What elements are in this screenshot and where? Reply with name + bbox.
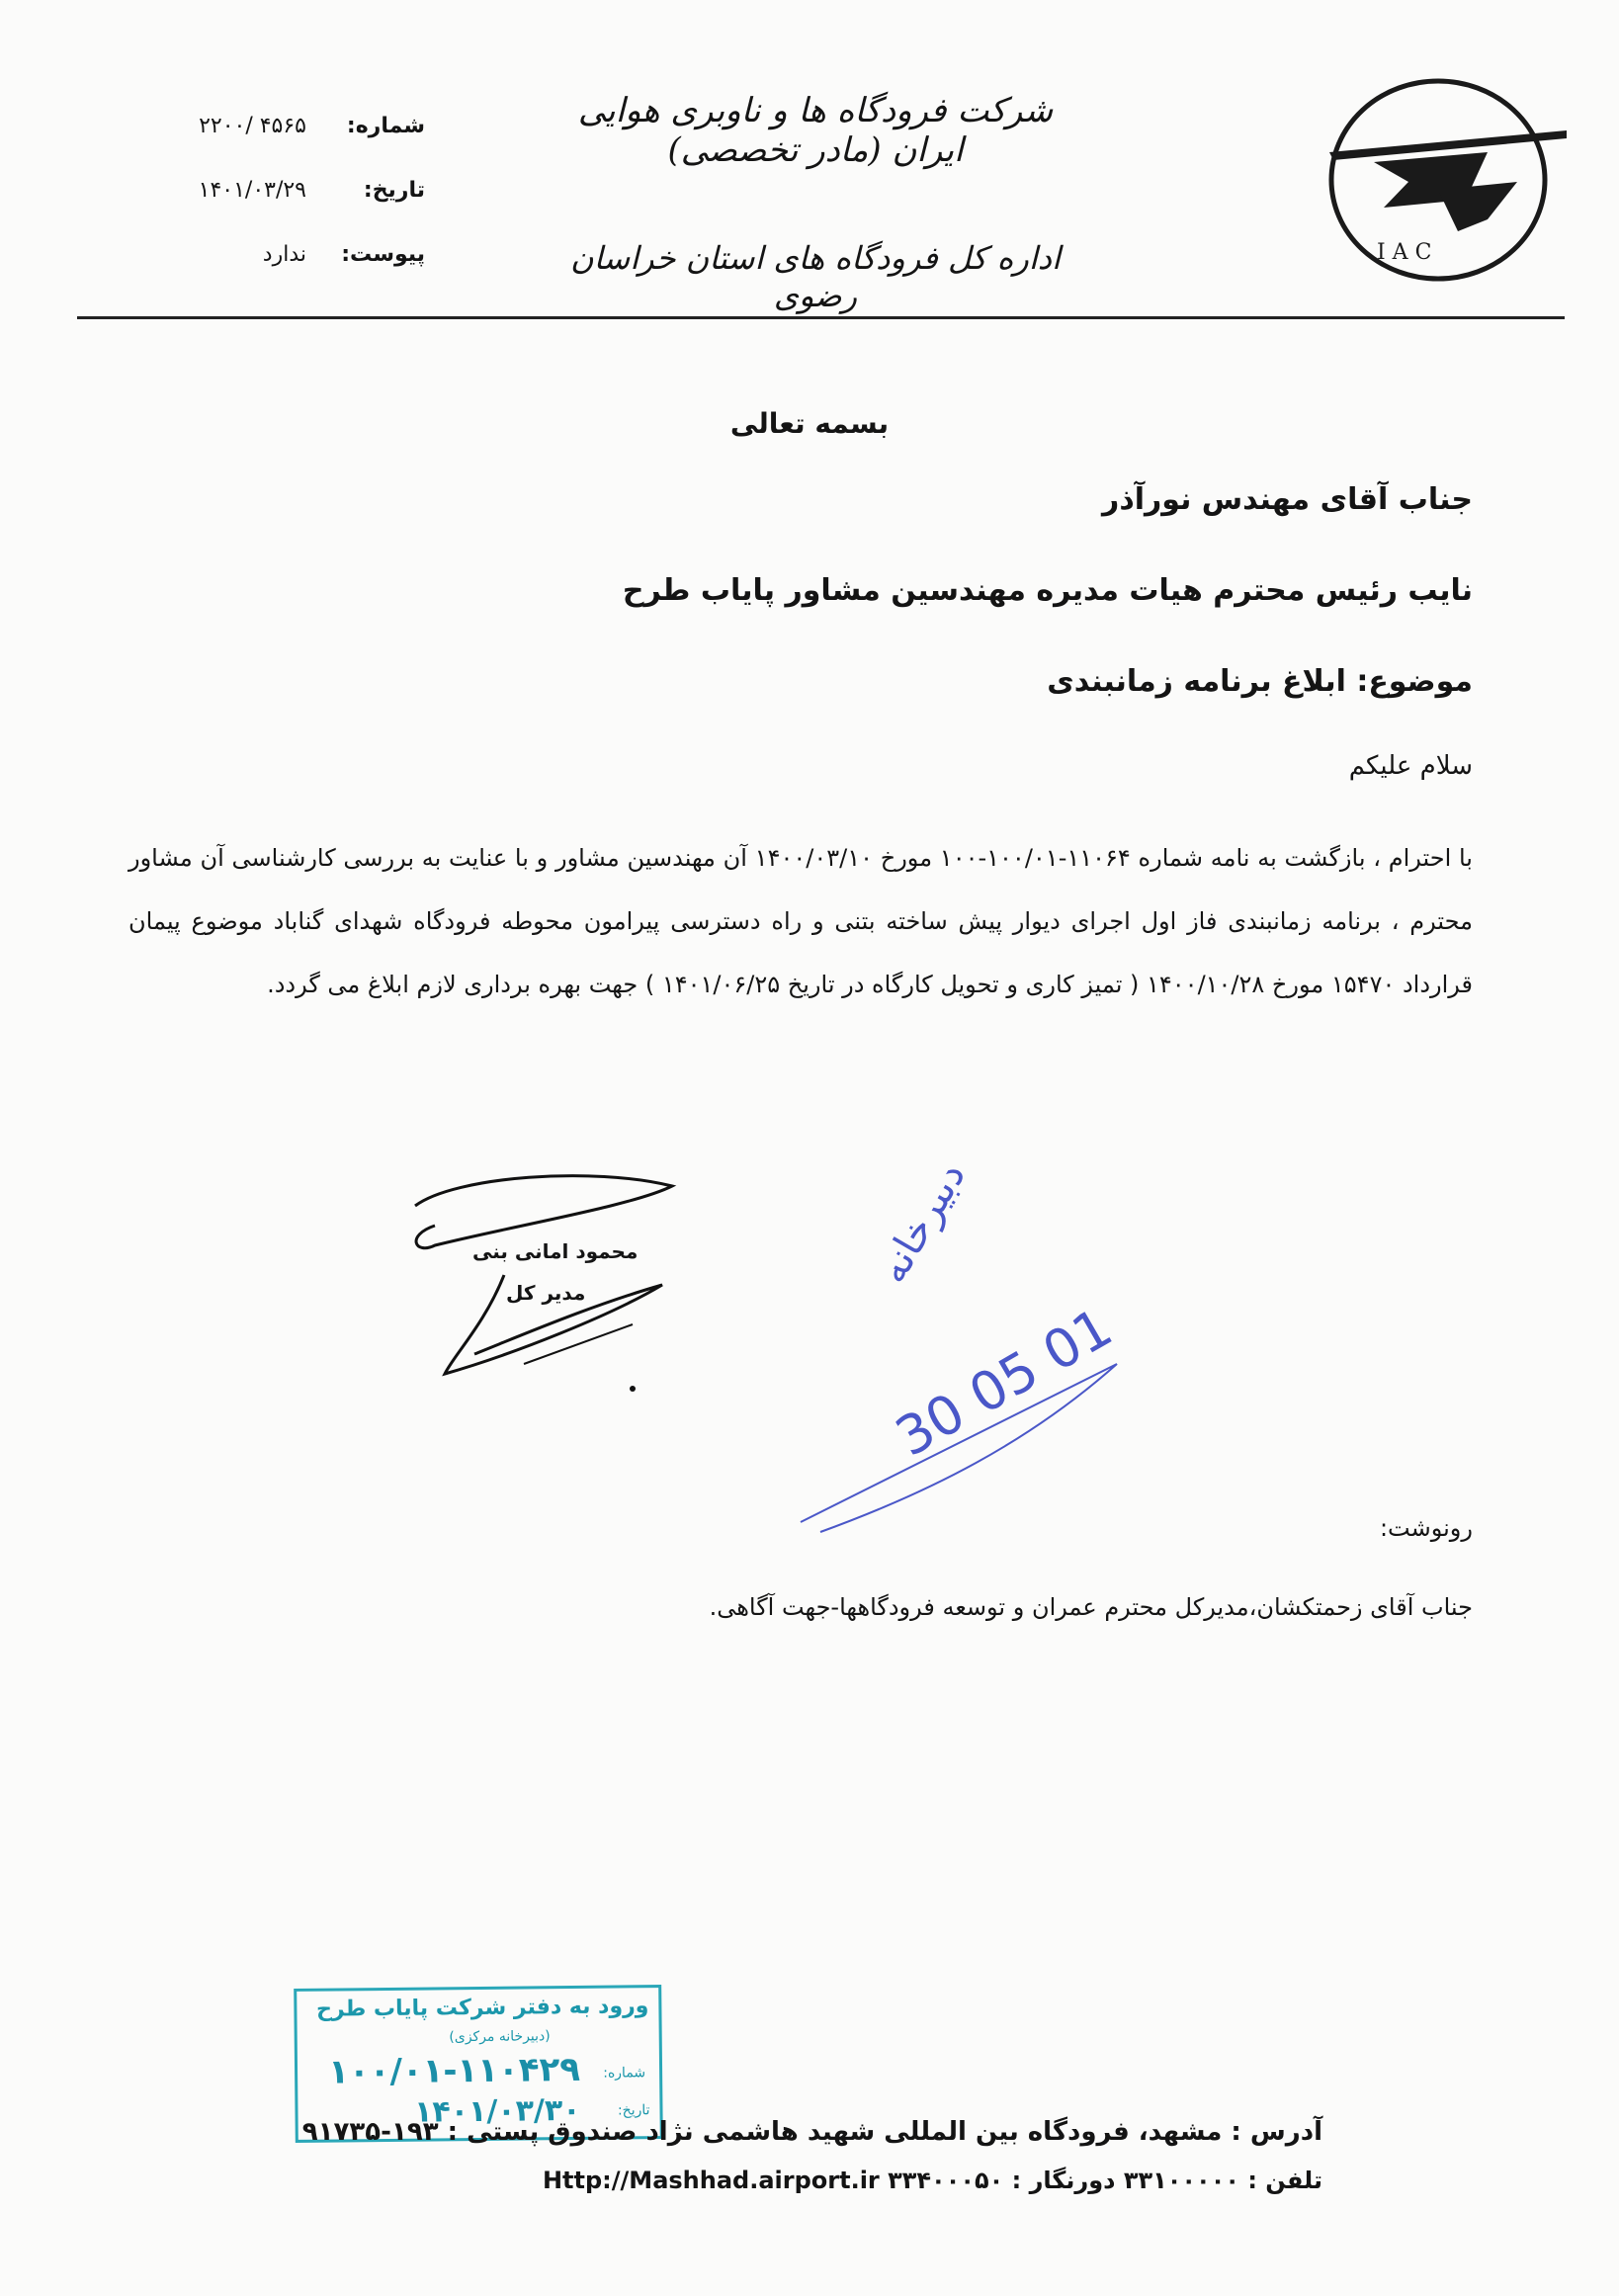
stamp-number-label: شماره: bbox=[603, 2065, 646, 2082]
cc-recipient: جناب آقای زحمتکشان،مدیرکل محترم عمران و توسعه فرودگاهها-جهت آگاهی. bbox=[709, 1593, 1473, 1621]
basmala: بسمه تعالی bbox=[729, 407, 890, 440]
number-label: شماره: bbox=[346, 114, 425, 138]
meta-date-row bbox=[138, 178, 425, 203]
handwritten-word: دبیرخانه bbox=[869, 1154, 975, 1291]
stamp-title: ورود به دفتر شرکت پایاب طرح bbox=[315, 1994, 649, 2022]
stamp-date-label: تاریخ: bbox=[617, 2102, 650, 2119]
stamp-number-value: ۱۰۰/۰۱-۱۱۰۴۲۹ bbox=[328, 2049, 581, 2092]
letter-meta bbox=[138, 114, 425, 306]
company-subtitle: اداره کل فرودگاه های استان خراسان رضوی bbox=[570, 239, 1061, 314]
stamp-date-value: ۱۴۰۱/۰۳/۳۰ bbox=[413, 2092, 581, 2130]
attachment-label: پیوست: bbox=[341, 242, 425, 267]
cc-label: رونوشت: bbox=[1379, 1514, 1473, 1542]
greeting: سلام علیکم bbox=[1348, 751, 1473, 781]
signatory-title: مدیر کل bbox=[506, 1281, 586, 1305]
date-value: ۱۴۰۱/۰۳/۲۹ bbox=[198, 178, 306, 203]
stamp-subtitle: (دبیرخانه مرکزی) bbox=[449, 2028, 551, 2046]
iac-logo bbox=[1290, 71, 1586, 284]
number-value: ۴۵۶۵ /۲۲۰۰ bbox=[199, 114, 306, 138]
company-header bbox=[539, 91, 1092, 314]
meta-number-row bbox=[138, 114, 425, 138]
header-divider bbox=[77, 316, 1565, 319]
addressee-title: نایب رئیس محترم هیات مدیره مهندسین مشاور پایاب طرح bbox=[622, 573, 1473, 608]
addressee-name: جناب آقای مهندس نورآذر bbox=[1102, 482, 1473, 517]
company-name: شرکت فرودگاه ها و ناوبری هوایی ایران (مادر تخصصی) bbox=[577, 91, 1054, 170]
attachment-value: ندارد bbox=[262, 242, 306, 267]
signatory-name: محمود امانی بنی bbox=[472, 1239, 639, 1263]
handwritten-note bbox=[781, 1127, 1176, 1542]
letter-body: با احترام ، بازگشت به نامه شماره ۱۱۰۶۴-۱۰۰/۰۱-۱۰۰ مورخ ۱۴۰۰/۰۳/۱۰ آن مهندسین مشاور و با عنایت به بررسی کارشناسی آن مشاور محترم ، برنامه زمانبندی فاز اول اجرای دیوار پیش ساخته بتنی و راه دسترسی پیرامون محوطه فرودگاه شهدای گناباد موضوع پیمان قرارداد ۱۵۴۷۰ مورخ ۱۴۰۰/۱۰/۲۸ ( تمیز کاری و تحویل کارگاه در تاریخ ۱۴۰۱/۰۶/۲۵ ) جهت بهره برداری لازم ابلاغ می گردد. bbox=[128, 844, 1473, 998]
subject-line: موضوع: ابلاغ برنامه زمانبندی bbox=[1047, 664, 1473, 699]
footer-address: آدرس : مشهد، فرودگاه بین المللی شهید هاشمی نژاد صندوق پستی : ۱۹۳-۹۱۷۳۵ bbox=[301, 2117, 1322, 2147]
meta-attachment-row bbox=[138, 242, 425, 267]
handwritten-date: 30 05 01 bbox=[885, 1296, 1123, 1469]
logo-text: I A C bbox=[1377, 240, 1432, 265]
footer-contact: تلفن : ۳۳۱۰۰۰۰۰ دورنگار : ۳۳۴۰۰۰۵۰ Http://Mashhad.airport.ir bbox=[542, 2167, 1322, 2194]
date-label: تاریخ: bbox=[363, 178, 425, 203]
